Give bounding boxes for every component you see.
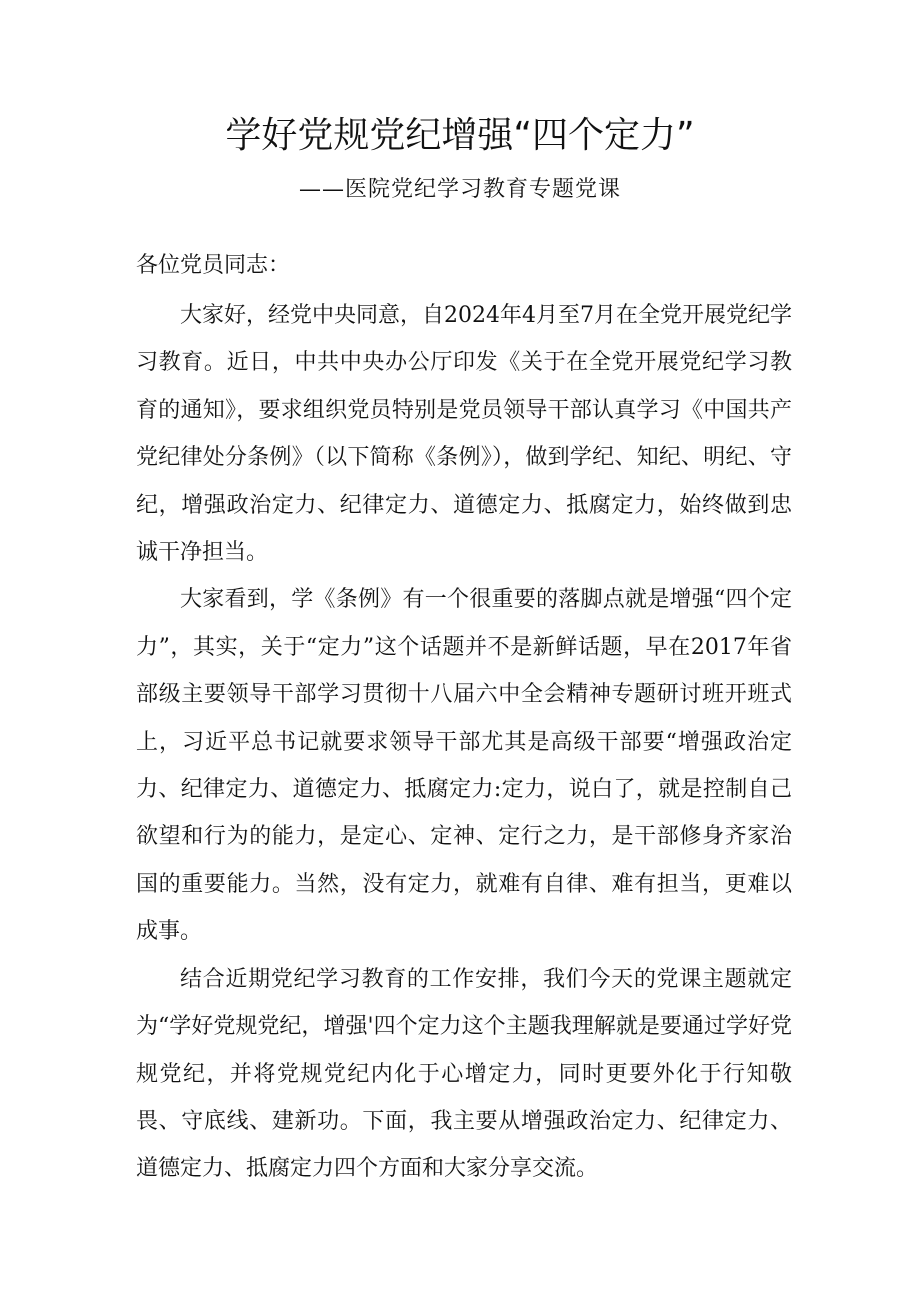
document-title: 学好党规党纪增强“四个定力” <box>225 115 695 156</box>
document-body <box>136 292 792 1193</box>
paragraph-1: 大家好，经党中央同意，自2024年4月至7月在全党开展党纪学习教育。近日，中共中央办公厅印发《关于在全党开展党纪学习教育的通知》，要求组织党员特别是党员领导干部认真学习《中国共产党纪律处分条例》（以下简称《条例》），做到学纪、知纪、明纪、守纪，增强政治定力、纪律定力、道德定力、抵腐定力，始终做到忠诚干净担当。 <box>136 303 792 566</box>
paragraph-3: 结合近期党纪学习教育的工作安排，我们今天的党课主题就定为“学好党规党纪，增强'四个定力这个主题我理解就是要通过学好党规党纪，并将党规党纪内化于心增定力，同时更要外化于行知敬畏、守底线、建新功。下面，我主要从增强政治定力、纪律定力、道德定力、抵腐定力四个方面和大家分享交流。 <box>136 966 792 1182</box>
paragraph-2: 大家看到，学《条例》有一个很重要的落脚点就是增强“四个定力”，其实，关于“定力”这个话题并不是新鲜话题，早在2017年省部级主要领导干部学习贯彻十八届六中全会精神专题研讨班开班式上，习近平总书记就要求领导干部尤其是高级干部要“增强政治定力、纪律定力、道德定力、抵腐定力:定力，说白了，就是控制自己欲望和行为的能力，是定心、定神、定行之力，是干部修身齐家治国的重要能力。当然，没有定力，就难有自律、难有担当，更难以成事。 <box>136 587 792 945</box>
document-subtitle: ——医院党纪学习教育专题党课 <box>298 177 621 202</box>
salutation: 各位党员同志： <box>136 253 291 278</box>
